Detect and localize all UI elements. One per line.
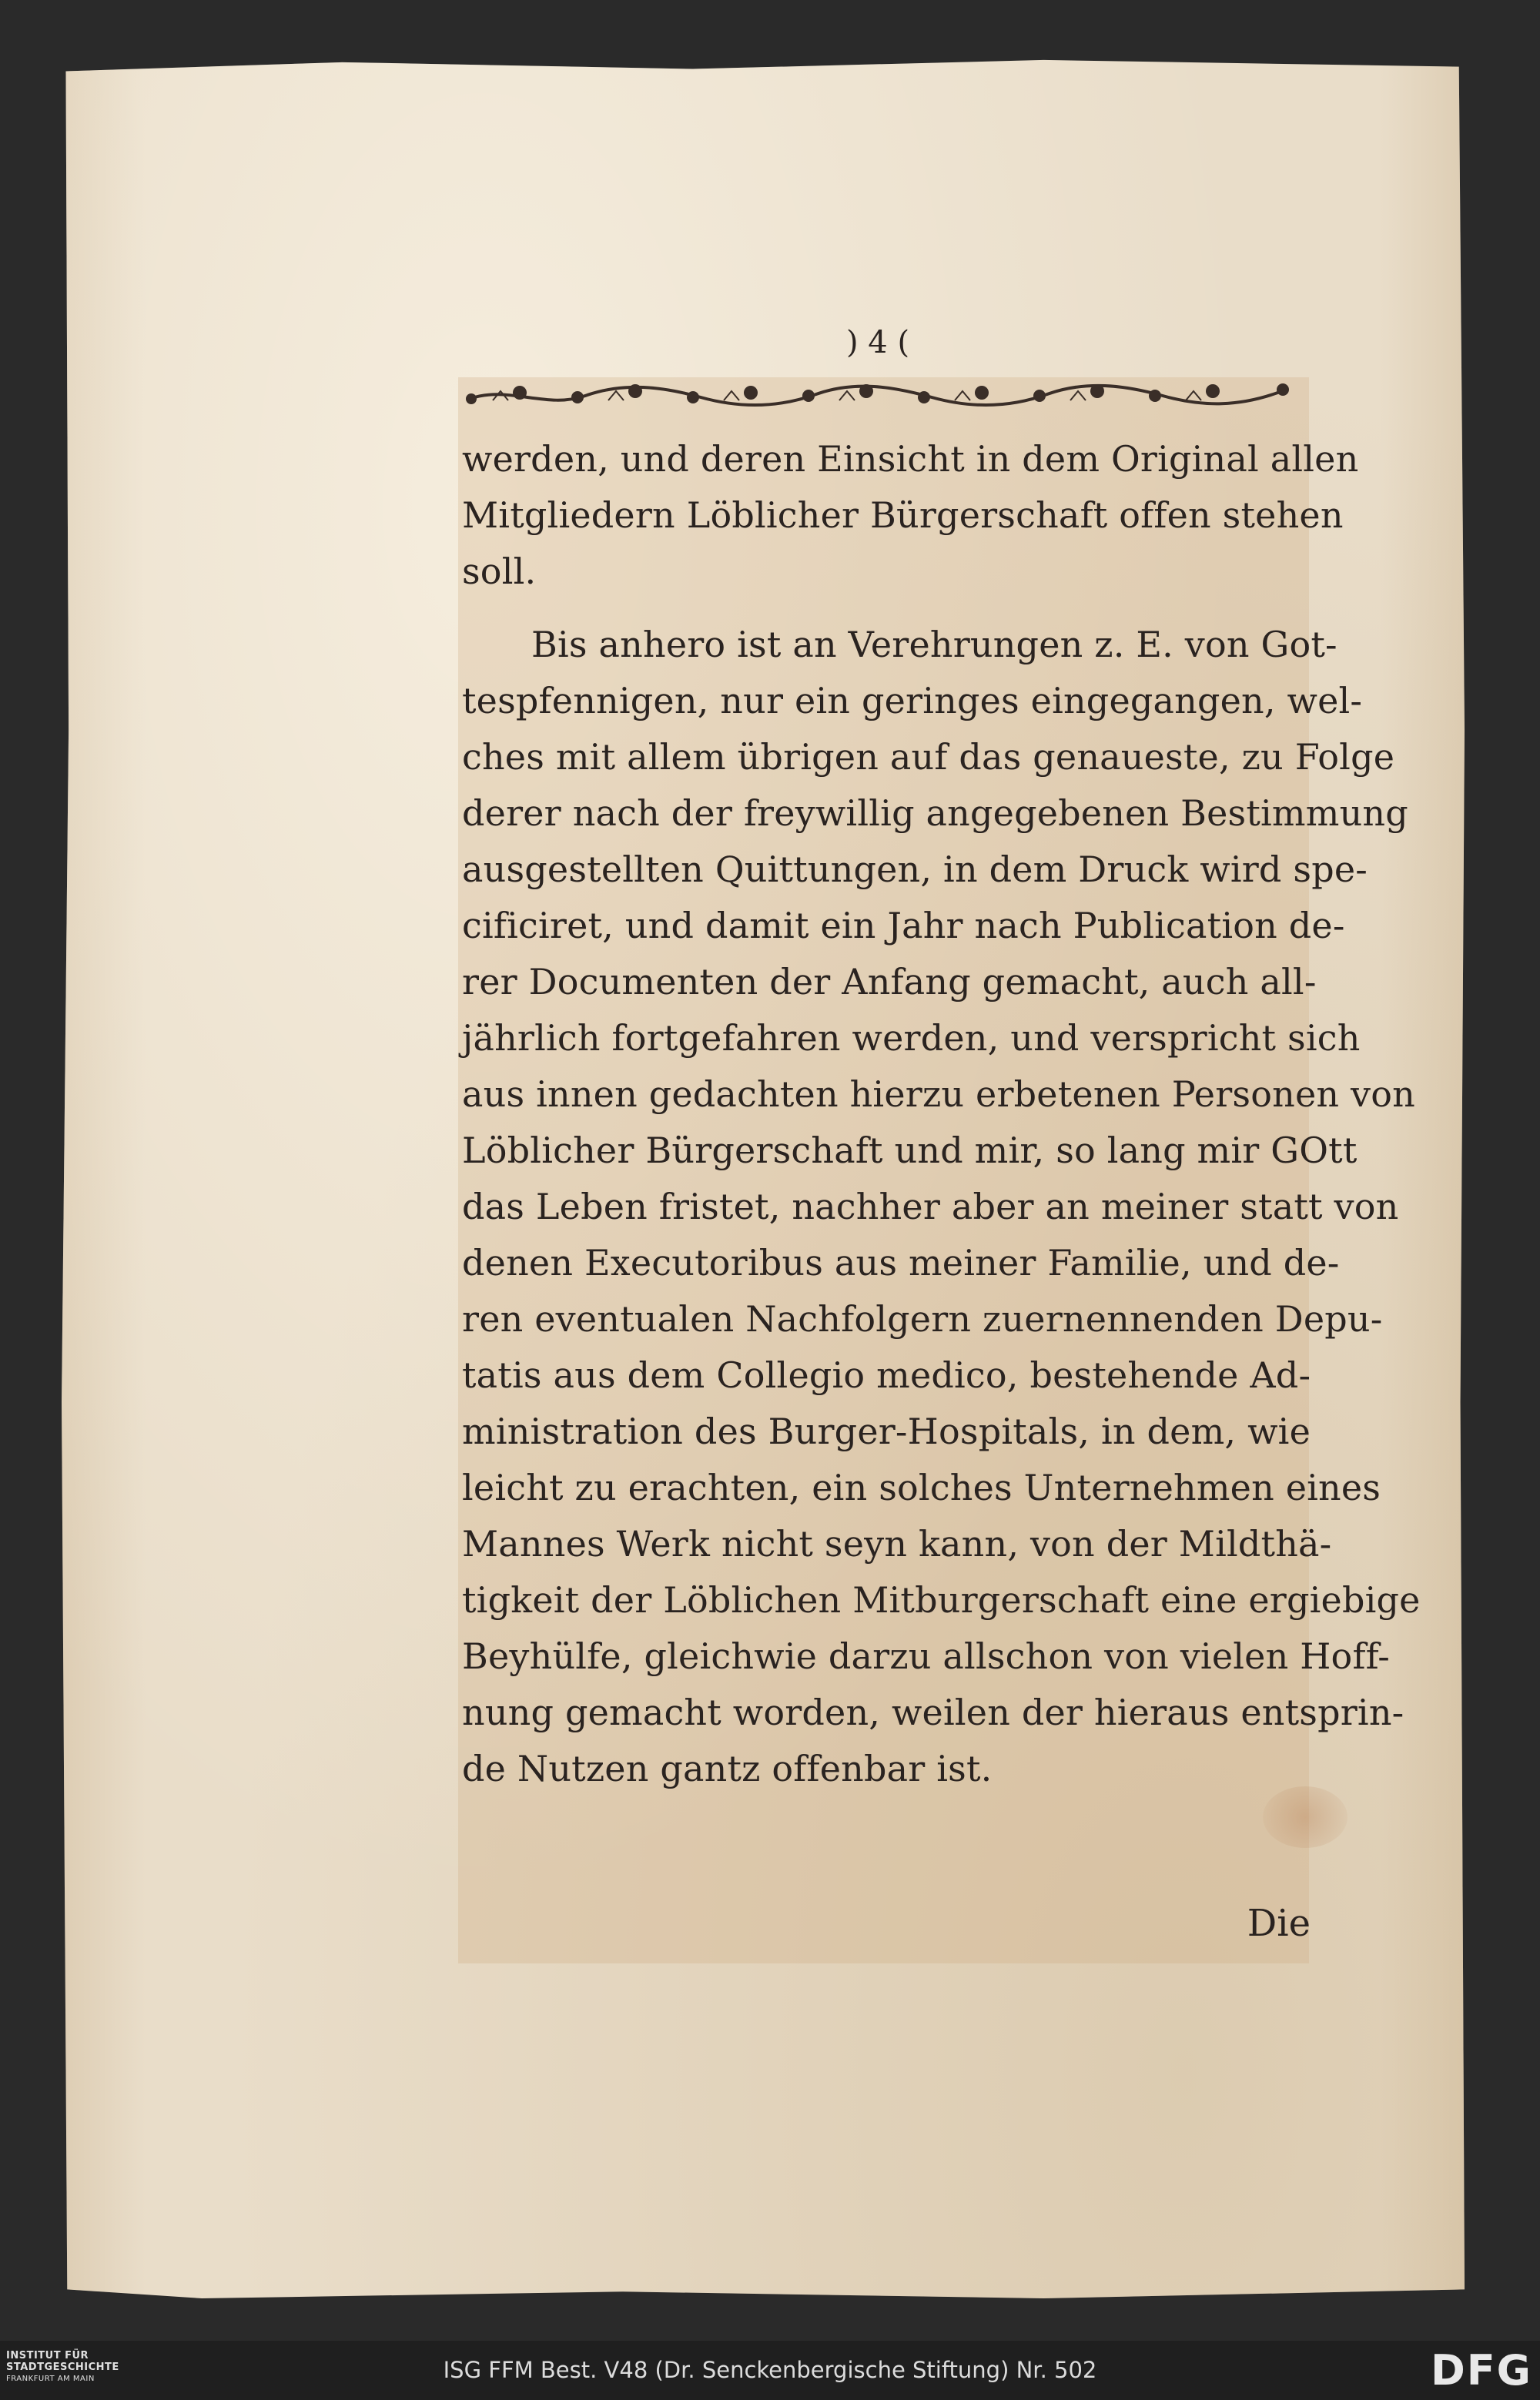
text-line: rer Documenten der Anfang gemacht, auch all- [462,961,1317,1003]
text-line: ches mit allem übrigen auf das genaueste, zu Folge [462,736,1395,778]
text-line: jährlich fortgefahren werden, und verspricht sich [462,1017,1361,1059]
text-line: Mitgliedern Löblicher Bürgerschaft offen stehen [462,494,1344,536]
page-number [785,320,970,366]
text-line: ausgestellten Quittungen, in dem Druck wird spe- [462,849,1368,890]
archive-caption: ISG FFM Best. V48 (Dr. Senckenbergische Stiftung) Nr. 502 [443,2357,1097,2383]
text-line: ministration des Burger-Hospitals, in dem, wie [462,1411,1311,1452]
text-line: de Nutzen gantz offenbar ist. [462,1748,993,1789]
institution-line-2: STADTGESCHICHTE [6,2362,119,2373]
text-line: tespfennigen, nur ein geringes eingegangen, wel- [462,680,1363,721]
text-line: Mannes Werk nicht seyn kann, von der Mildthä- [462,1523,1332,1565]
paragraph-1 [462,431,1359,600]
body-text [462,431,1421,1797]
text-line: tigkeit der Löblichen Mitburgerschaft eine ergiebige [462,1579,1421,1621]
text-line: derer nach der freywillig angegebenen Bestimmung [462,792,1408,834]
text-line: das Leben fristet, nachher aber an meiner statt von [462,1186,1399,1227]
dfg-logo: DFG [1430,2346,1532,2395]
text-line: cificiret, und damit ein Jahr nach Publication de- [462,905,1345,946]
text-line: Löblicher Bürgerschaft und mir, so lang mir GOtt [462,1130,1358,1171]
text-line: Bis anhero ist an Verehrungen z. E. von Got- [531,624,1337,665]
institution-line-3: FRANKFURT AM MAIN [6,2375,95,2383]
text-line: leicht zu erachten, ein solches Unternehmen eines [462,1467,1381,1508]
text-line: Beyhülfe, gleichwie darzu allschon von vielen Hoff- [462,1635,1391,1677]
catchword: Die [1247,1902,1311,1945]
text-line: soll. [462,551,537,592]
institution-line-1: INSTITUT FÜR [6,2350,89,2362]
ornamental-border-icon [462,370,1294,416]
page-number-text: ) 4 ( [845,325,910,360]
institution-logo [6,2350,160,2392]
paragraph-2 [462,617,1421,1797]
text-line: tatis aus dem Collegio medico, bestehende Ad- [462,1354,1311,1396]
text-line: denen Executoribus aus meiner Familie, und de- [462,1242,1340,1284]
text-line: aus innen gedachten hierzu erbetenen Personen von [462,1073,1415,1115]
viewer-footer [0,2341,1540,2400]
text-line: werden, und deren Einsicht in dem Original allen [462,438,1359,480]
text-line: ren eventualen Nachfolgern zuernennenden Depu- [462,1298,1383,1340]
text-line: nung gemacht worden, weilen der hieraus entsprin- [462,1692,1404,1733]
